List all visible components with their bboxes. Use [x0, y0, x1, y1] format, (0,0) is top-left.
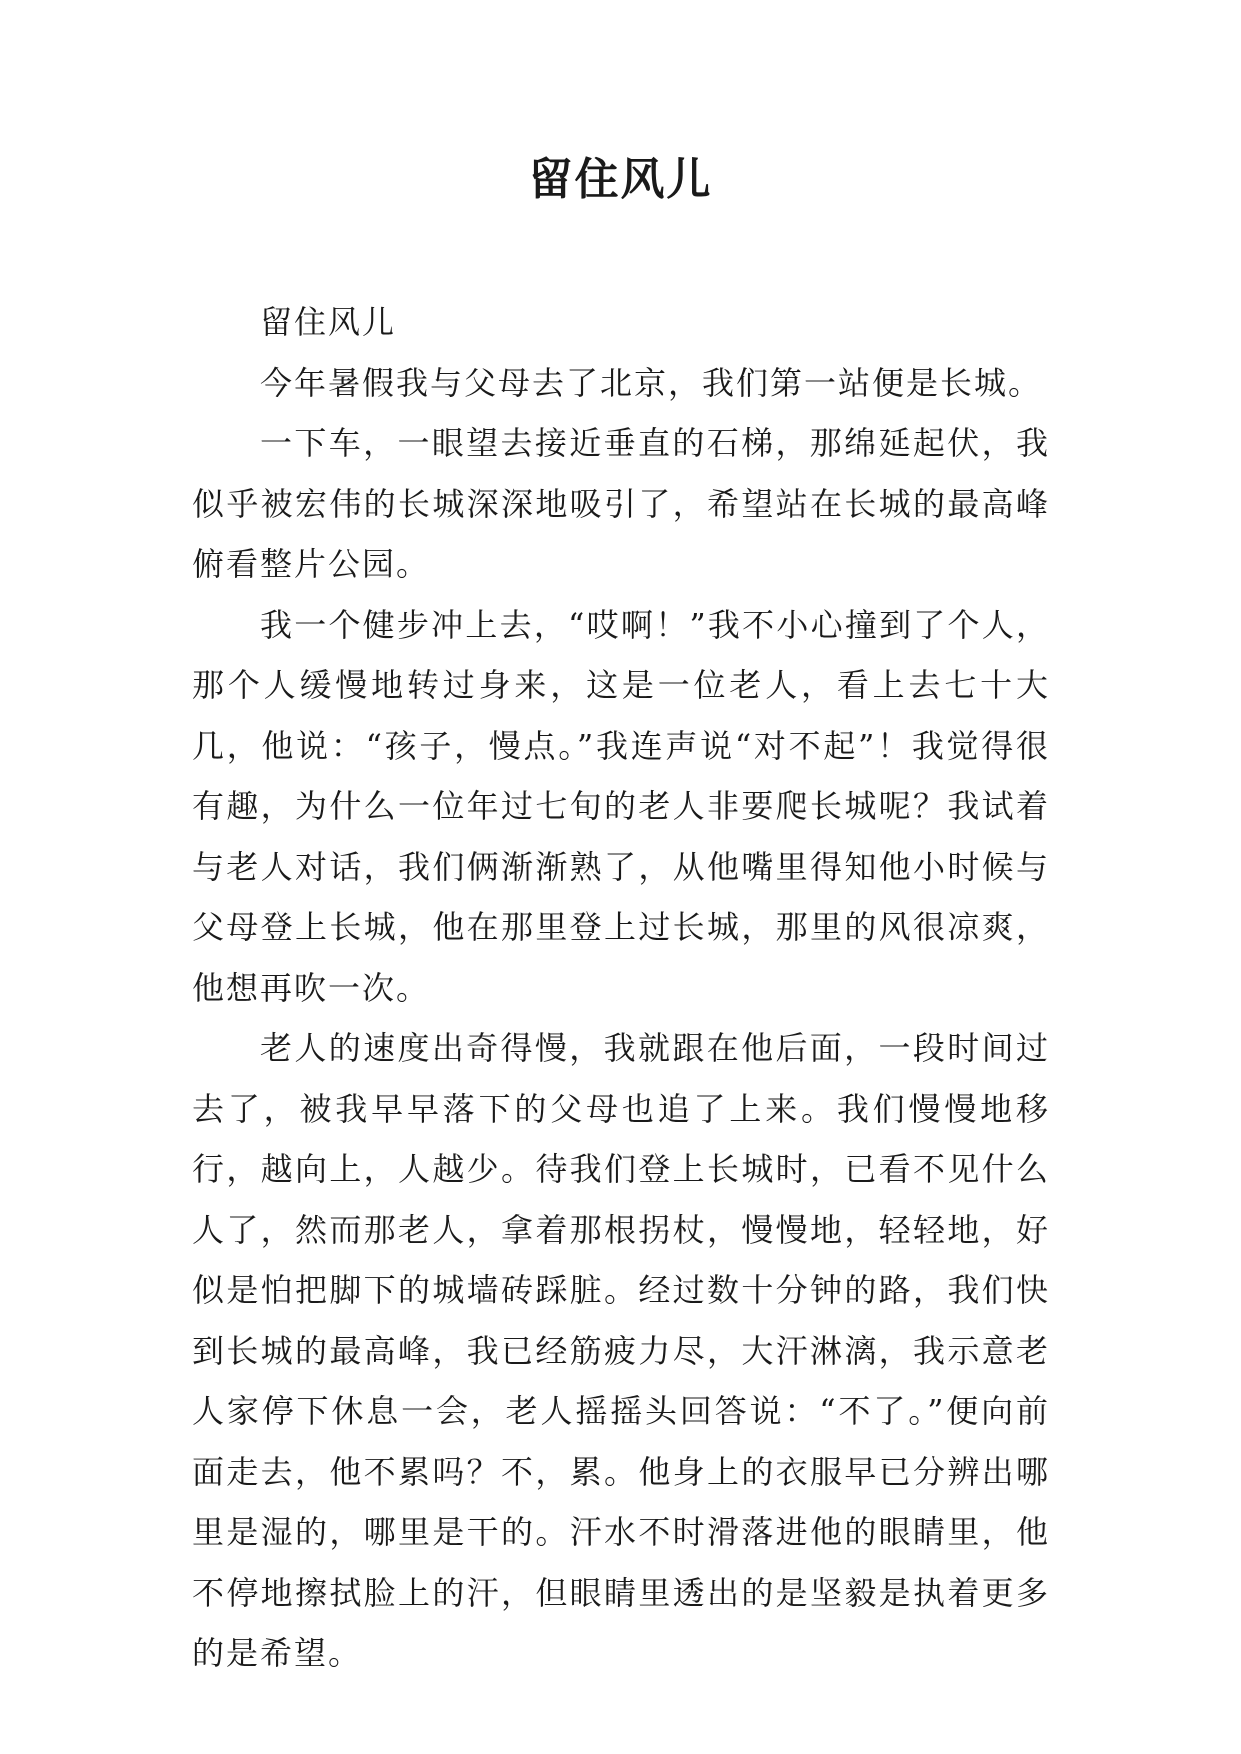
document-title: 留住风儿	[528, 154, 713, 205]
paragraph: 一下车，一眼望去接近垂直的石梯，那绵延起伏，我似乎被宏伟的长城深深地吸引了，希望站在长城的最高峰俯看整片公园。	[192, 424, 1050, 583]
document-body	[192, 292, 1050, 1684]
paragraph: 老人的速度出奇得慢，我就跟在他后面，一段时间过去了，被我早早落下的父母也追了上来。我们慢慢地移行，越向上，人越少。待我们登上长城时，已看不见什么人了，然而那老人，拿着那根拐杖，慢慢地，轻轻地，好似是怕把脚下的城墙砖踩脏。经过数十分钟的路，我们快到长城的最高峰，我已经筋疲力尽，大汗淋漓，我示意老人家停下休息一会，老人摇摇头回答说：“不了。”便向前面走去，他不累吗？不，累。他身上的衣服早已分辨出哪里是湿的，哪里是干的。汗水不时滑落进他的眼睛里，他不停地擦拭脸上的汗，但眼睛里透出的是坚毅是执着更多的是希望。	[192, 1029, 1050, 1672]
paragraph: 今年暑假我与父母去了北京，我们第一站便是长城。	[260, 363, 1043, 402]
paragraph: 我一个健步冲上去，“哎啊！”我不小心撞到了个人，那个人缓慢地转过身来，这是一位老人，看上去七十大几，他说：“孩子，慢点。”我连声说“对不起”！我觉得很有趣，为什么一位年过七旬的老人非要爬长城呢？我试着与老人对话，我们俩渐渐熟了，从他嘴里得知他小时候与父母登上长城，他在那里登上过长城，那里的风很凉爽，他想再吹一次。	[192, 605, 1050, 1007]
paragraph-subtitle: 留住风儿	[260, 303, 397, 341]
